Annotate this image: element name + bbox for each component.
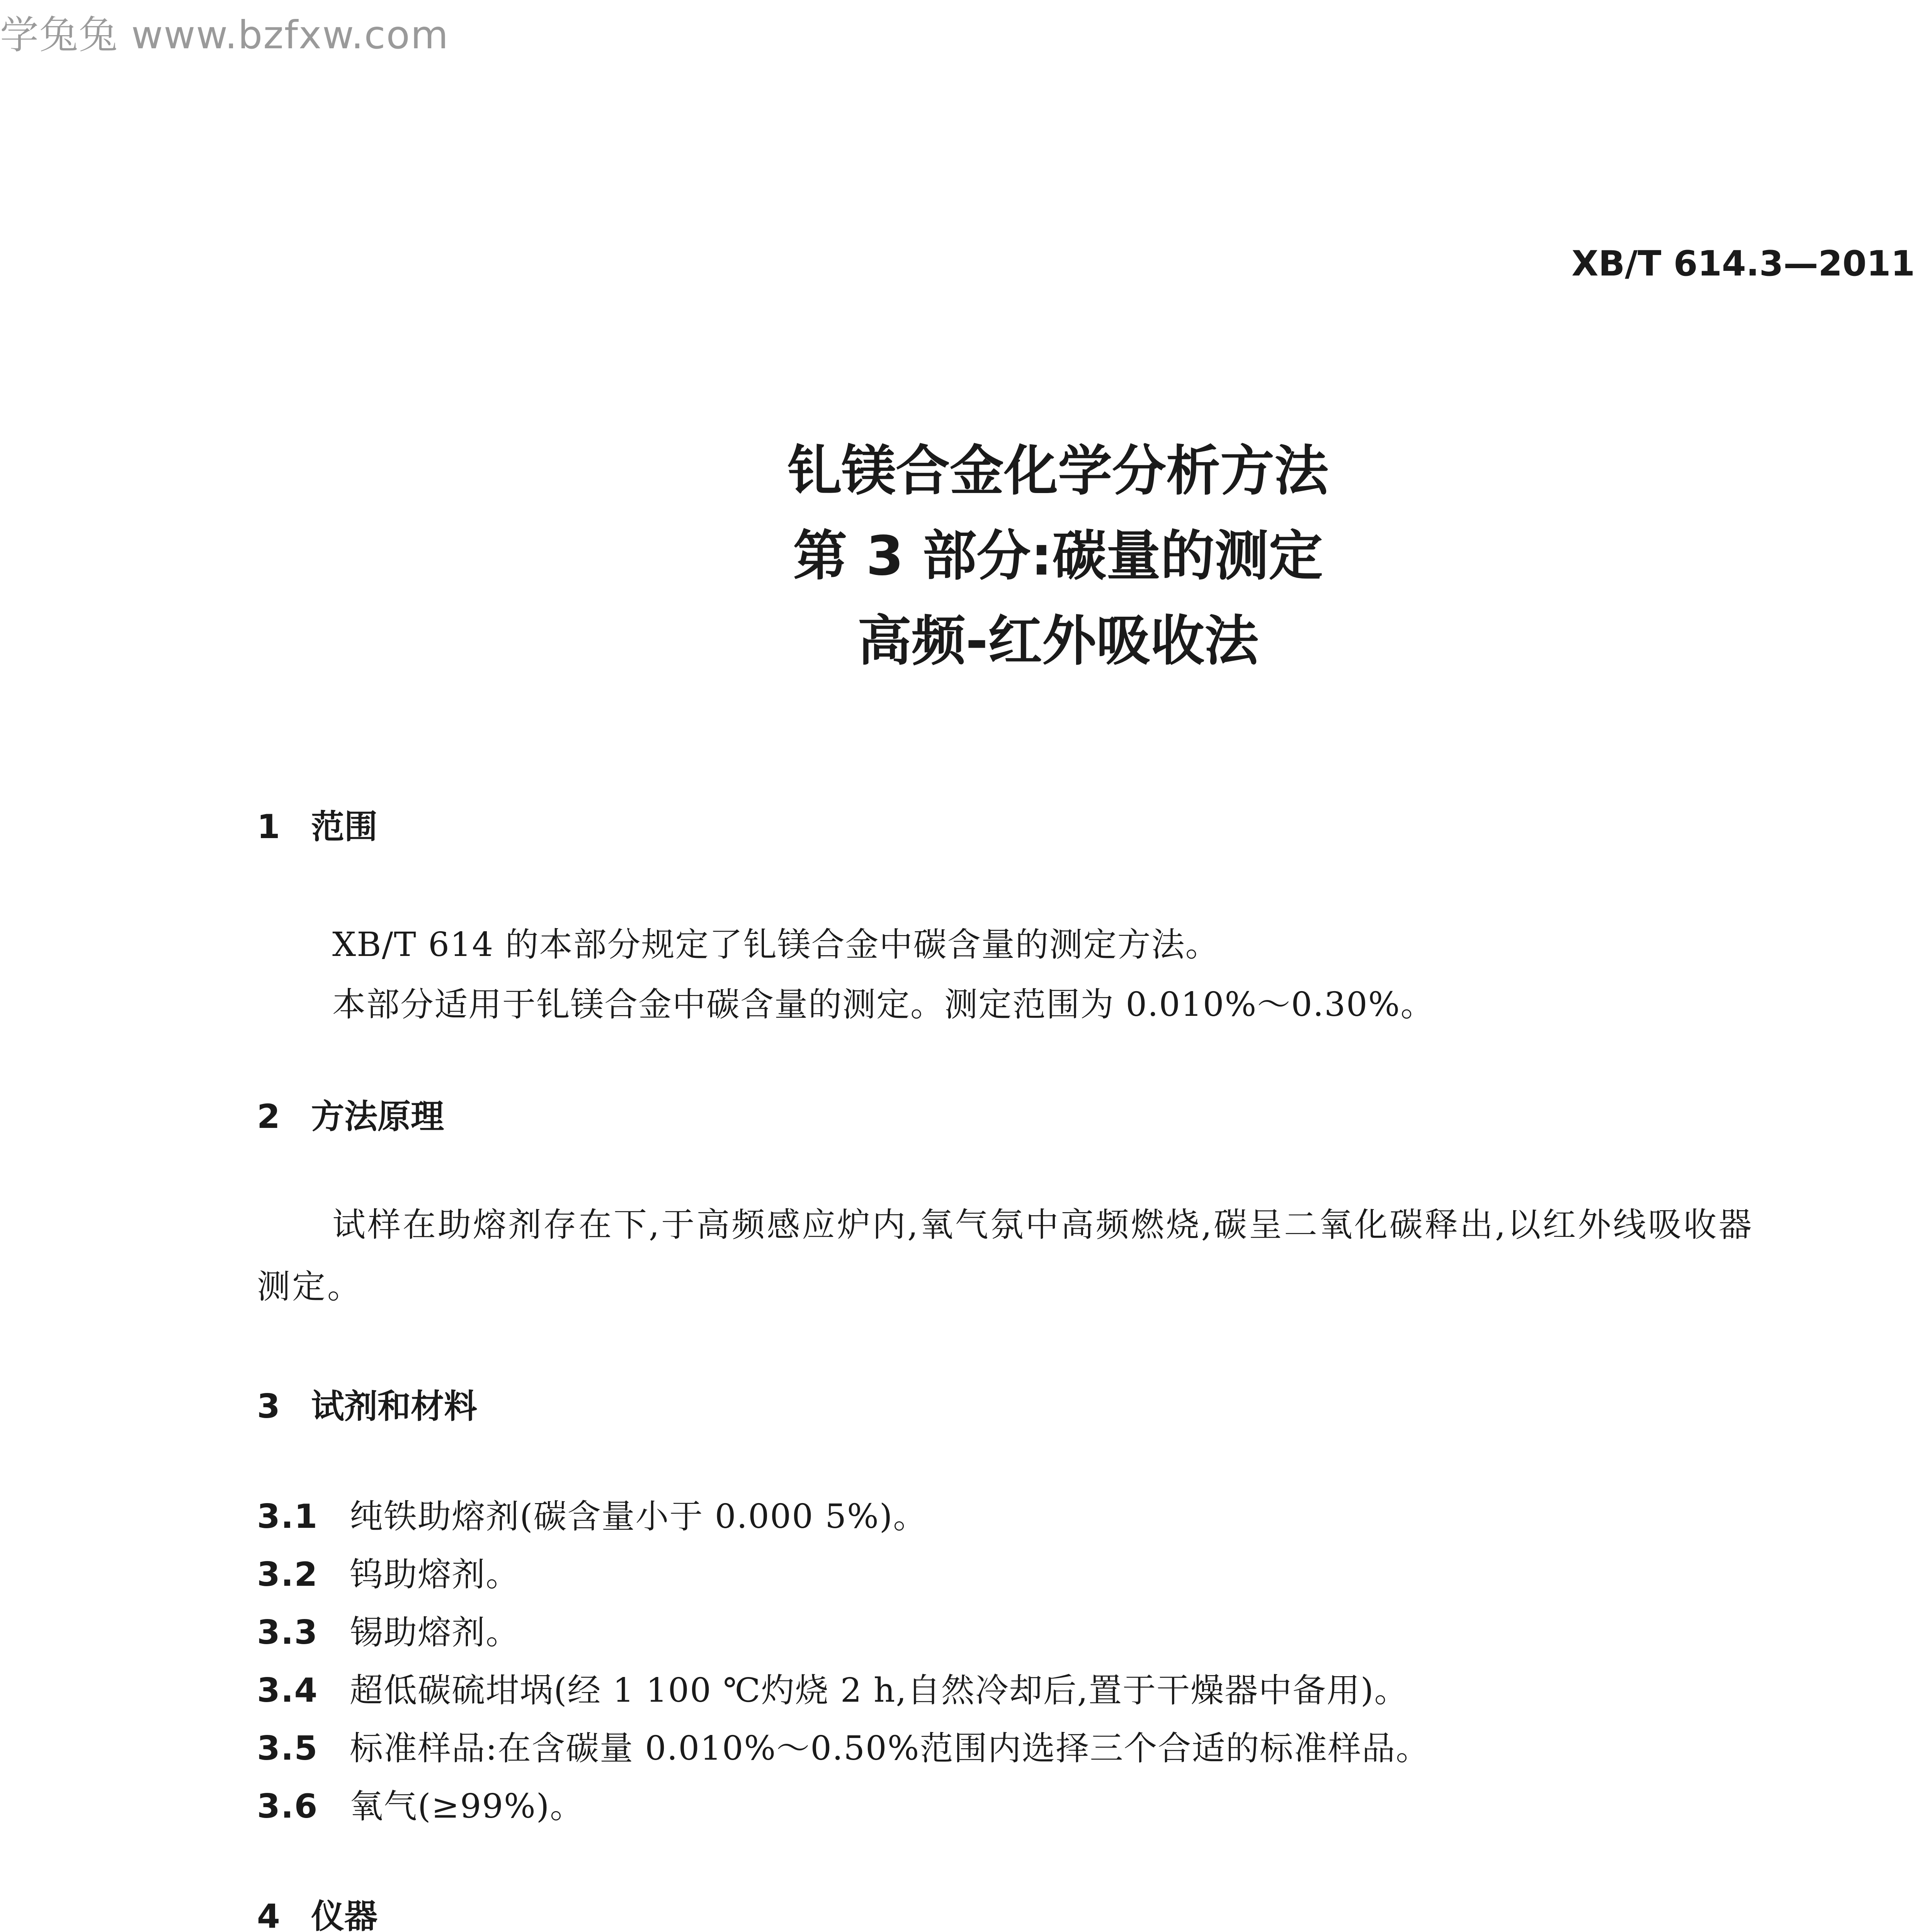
item-number: 3.2 bbox=[257, 1555, 318, 1594]
list-item bbox=[257, 1663, 1408, 1711]
title-line-3: 高频-红外吸收法 bbox=[857, 610, 1259, 673]
section-4-heading bbox=[257, 1889, 378, 1932]
list-item bbox=[257, 1548, 520, 1595]
paragraph-line: 测定。 bbox=[257, 1267, 362, 1306]
section-2-heading bbox=[257, 1090, 444, 1138]
title-line-1: 钆镁合金化学分析方法 bbox=[787, 440, 1328, 503]
section-number: 3 bbox=[257, 1387, 280, 1426]
list-item bbox=[257, 1779, 584, 1827]
paragraph-line: 试样在助熔剂存在下,于高频感应炉内,氧气氛中高频燃烧,碳呈二氧化碳释出,以红外线吸收器 bbox=[332, 1206, 1754, 1244]
item-number: 3.5 bbox=[257, 1729, 318, 1768]
item-text: 氧气(≥99%)。 bbox=[350, 1787, 584, 1826]
item-number: 3.1 bbox=[257, 1497, 318, 1536]
section-number: 2 bbox=[257, 1097, 280, 1136]
item-text: 钨助熔剂。 bbox=[350, 1555, 520, 1594]
list-item bbox=[257, 1721, 1430, 1769]
item-text: 超低碳硫坩埚(经 1 100 ℃灼烧 2 h,自然冷却后,置于干燥器中备用)。 bbox=[350, 1671, 1408, 1710]
item-text: 标准样品:在含碳量 0.010%～0.50%范围内选择三个合适的标准样品。 bbox=[350, 1729, 1430, 1768]
document-title bbox=[0, 429, 1932, 684]
item-number: 3.3 bbox=[257, 1613, 318, 1652]
section-number: 1 bbox=[257, 808, 280, 846]
section-1-heading bbox=[257, 800, 378, 848]
paragraph: XB/T 614 的本部分规定了钆镁合金中碳含量的测定方法。 bbox=[332, 925, 1219, 964]
section-title: 试剂和材料 bbox=[311, 1387, 477, 1426]
list-item bbox=[257, 1490, 927, 1537]
item-number: 3.6 bbox=[257, 1787, 318, 1826]
title-line-2: 第 3 部分:碳量的测定 bbox=[793, 525, 1323, 588]
paragraph: 本部分适用于钆镁合金中碳含量的测定。测定范围为 0.010%～0.30%。 bbox=[332, 985, 1435, 1024]
section-title: 仪器 bbox=[311, 1897, 378, 1932]
section-3-heading bbox=[257, 1379, 477, 1427]
section-title: 方法原理 bbox=[311, 1097, 444, 1136]
section-title: 范围 bbox=[311, 808, 378, 846]
item-number: 3.4 bbox=[257, 1671, 318, 1710]
item-text: 纯铁助熔剂(碳含量小于 0.000 5%)。 bbox=[350, 1497, 927, 1536]
section-number: 4 bbox=[257, 1897, 280, 1932]
watermark: 学兔兔 www.bzfxw.com bbox=[0, 12, 449, 58]
standard-code: XB/T 614.3—2011 bbox=[1571, 243, 1915, 284]
item-text: 锡助熔剂。 bbox=[350, 1613, 520, 1652]
list-item bbox=[257, 1605, 520, 1653]
